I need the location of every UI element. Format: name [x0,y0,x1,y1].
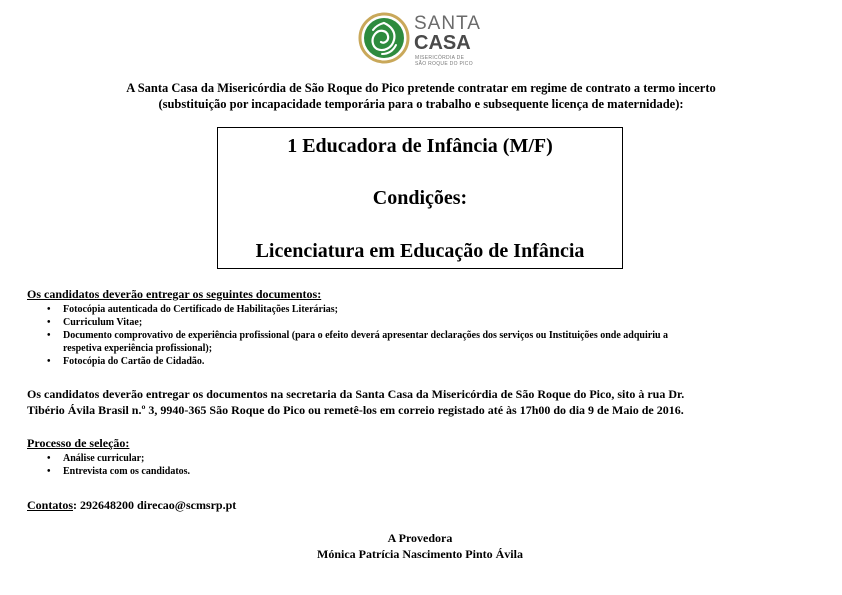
contacts-label: Contatos [27,498,74,512]
conditions-title: Condições: [372,187,468,209]
list-item: • Entrevista com os candidatos. [27,465,190,478]
logo-subtitle [415,55,473,67]
intro-paragraph [40,80,802,112]
selection-list [27,452,190,478]
contacts-value: : 292648200 direcao@scmsrp.pt [73,498,237,512]
logo-subtitle-line2: SÃO ROQUE DO PICO [415,61,473,67]
selection-heading: Processo de seleção: [27,436,130,450]
list-item: • Fotocópia autenticada do Certificado de Habilitações Literárias; [27,303,668,316]
intro-line-1: A Santa Casa da Misericórdia de São Roque do Pico pretende contratar em regime de contrato a termo incerto [126,81,716,95]
list-item-continuation-text: respetiva experiência profissional); [63,343,213,354]
list-item: • Curriculum Vitae; [27,316,668,329]
intro-line-2: (substituição por incapacidade temporária para o trabalho e subsequente licença de maternidade): [158,97,684,111]
signature-block [220,530,620,562]
list-item: • Fotocópia do Cartão de Cidadão. [27,355,668,368]
list-item: • Documento comprovativo de experiência profissional (para o efeito deverá apresentar declarações dos serviços ou Instituições onde adquiriu a [27,329,668,342]
documents-heading: Os candidatos deverão entregar os seguintes documentos: [27,287,322,301]
rose-emblem-icon [358,12,410,64]
position-box [217,127,623,269]
santa-casa-logo [358,12,482,70]
delivery-line-1: Os candidatos deverão entregar os documentos na secretaria da Santa Casa da Misericórdia de São Roque do Pico, sito à rua Dr. [27,387,685,401]
list-item: • Análise curricular; [27,452,190,465]
logo-subtitle-line1: MISERICÓRDIA DE [415,55,465,61]
logo-word-casa: CASA [414,32,471,54]
requirement-text: Licenciatura em Educação de Infância [255,240,585,262]
contacts-line [27,498,236,512]
documents-list [27,303,668,368]
signature-title: A Provedora [387,531,453,545]
signature-name: Mónica Patrícia Nascimento Pinto Ávila [317,547,523,561]
logo-word-santa: SANTA [414,13,481,34]
position-title: 1 Educadora de Infância (M/F) [287,135,553,157]
delivery-paragraph [27,386,802,418]
list-item-continuation [27,342,668,355]
delivery-line-2: Tibério Ávila Brasil n.º 3, 9940-365 São Roque do Pico ou remetê-los em correio registado até às 17h00 do dia 9 de Maio de 2016. [27,403,684,417]
